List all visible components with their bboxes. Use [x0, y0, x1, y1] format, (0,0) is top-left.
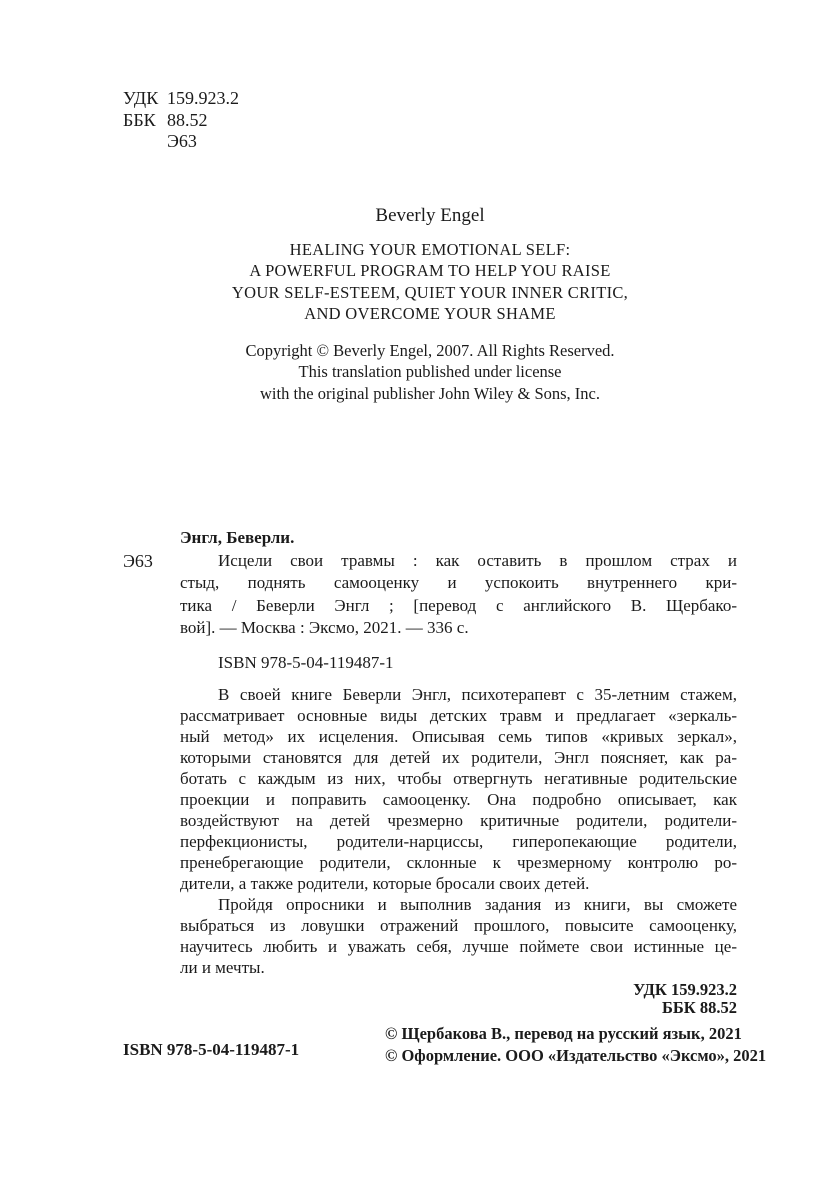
text-line: © Оформление. ООО «Издательство «Эксмо», 2021	[385, 1046, 767, 1065]
catalog-card	[180, 527, 737, 1016]
text-line: В своей книге Беверли Энгл, психотерапевт с 35-летним стажем,	[218, 685, 737, 704]
classification-codes-top	[123, 88, 239, 153]
text-line: A POWERFUL PROGRAM TO HELP YOU RAISE	[249, 261, 611, 280]
spacer	[123, 131, 167, 153]
text-line: рассматривает основные виды детских травм и предлагает «зеркаль-	[180, 706, 737, 725]
text-line: вой]. — Москва : Эксмо, 2021. — 336 с.	[180, 618, 469, 637]
annotation-paragraph-1	[180, 684, 737, 894]
text-line: стыд, поднять самооценку и успокоить внутреннего кри-	[180, 573, 737, 592]
text-line: with the original publisher John Wiley & Sons, Inc.	[260, 383, 600, 403]
footer-copyright-lines	[385, 1023, 766, 1067]
text-line: которыми становятся для детей их родители, Энгл поясняет, как ра-	[180, 748, 737, 767]
text-line: воздействуют на детей чрезмерно критичные родители, родители-	[180, 811, 737, 830]
text-line: ботать с каждым из них, чтобы отвергнуть негативные родительские	[180, 769, 737, 788]
isbn-catalog: ISBN 978-5-04-119487-1	[218, 652, 394, 672]
original-copyright-lines	[123, 340, 737, 405]
author-sign-top: Э63	[167, 131, 197, 151]
classification-codes-bottom	[180, 981, 737, 1016]
text-line: Copyright © Beverly Engel, 2007. All Rights Reserved.	[245, 340, 615, 360]
author-sign-catalog: Э63	[123, 551, 153, 571]
udk-bottom: УДК 159.923.2	[633, 980, 737, 999]
udk-label: УДК	[123, 88, 159, 108]
text-line: YOUR SELF-ESTEEM, QUIET YOUR INNER CRITIC,	[231, 282, 629, 302]
text-line: тика / Беверли Энгл ; [перевод с английского В. Щербако-	[180, 595, 737, 615]
text-line: проекции и поправить самооценку. Она подробно описывает, как	[180, 790, 737, 809]
bbk-bottom: ББК 88.52	[661, 997, 737, 1017]
catalog-author-heading: Энгл, Беверли.	[180, 528, 295, 547]
annotation	[180, 684, 737, 978]
text-line: Пройдя опросники и выполнив задания из книги, вы сможете	[218, 895, 737, 914]
text-line: перфекционисты, родители-нарциссы, гиперопекающие родители,	[180, 832, 737, 851]
text-line: ли и мечты.	[180, 958, 265, 977]
text-line: ный метод» их исцеления. Описывая семь типов «кривых зеркал»,	[180, 727, 737, 746]
text-line: © Щербакова В., перевод на русский язык, 2021	[385, 1024, 742, 1043]
text-line: пренебрегающие родители, склонные к чрезмерному контролю ро-	[180, 853, 737, 872]
text-line: AND OVERCOME YOUR SHAME	[304, 304, 556, 323]
catalog-description	[180, 550, 737, 640]
text-line: научитесь любить и уважать себя, лучше поймете свои истинные це-	[180, 937, 737, 956]
text-line: HEALING YOUR EMOTIONAL SELF:	[289, 239, 571, 259]
text-line: This translation published under license	[298, 362, 562, 381]
original-author: Beverly Engel	[375, 205, 485, 226]
bbk-value: 88.52	[167, 109, 208, 130]
text-line: дители, а также родители, которые бросали своих детей.	[180, 874, 590, 893]
bbk-label: ББК	[123, 109, 156, 130]
annotation-paragraph-2	[180, 894, 737, 978]
text-line: выбраться из ловушки отражений прошлого, повысите самооценку,	[180, 916, 737, 935]
isbn-footer: ISBN 978-5-04-119487-1	[123, 1040, 300, 1059]
original-title-block	[123, 205, 737, 404]
udk-value: 159.923.2	[167, 88, 239, 108]
text-line: Исцели свои травмы : как оставить в прошлом страх и	[218, 550, 737, 570]
original-title-lines	[123, 239, 737, 325]
